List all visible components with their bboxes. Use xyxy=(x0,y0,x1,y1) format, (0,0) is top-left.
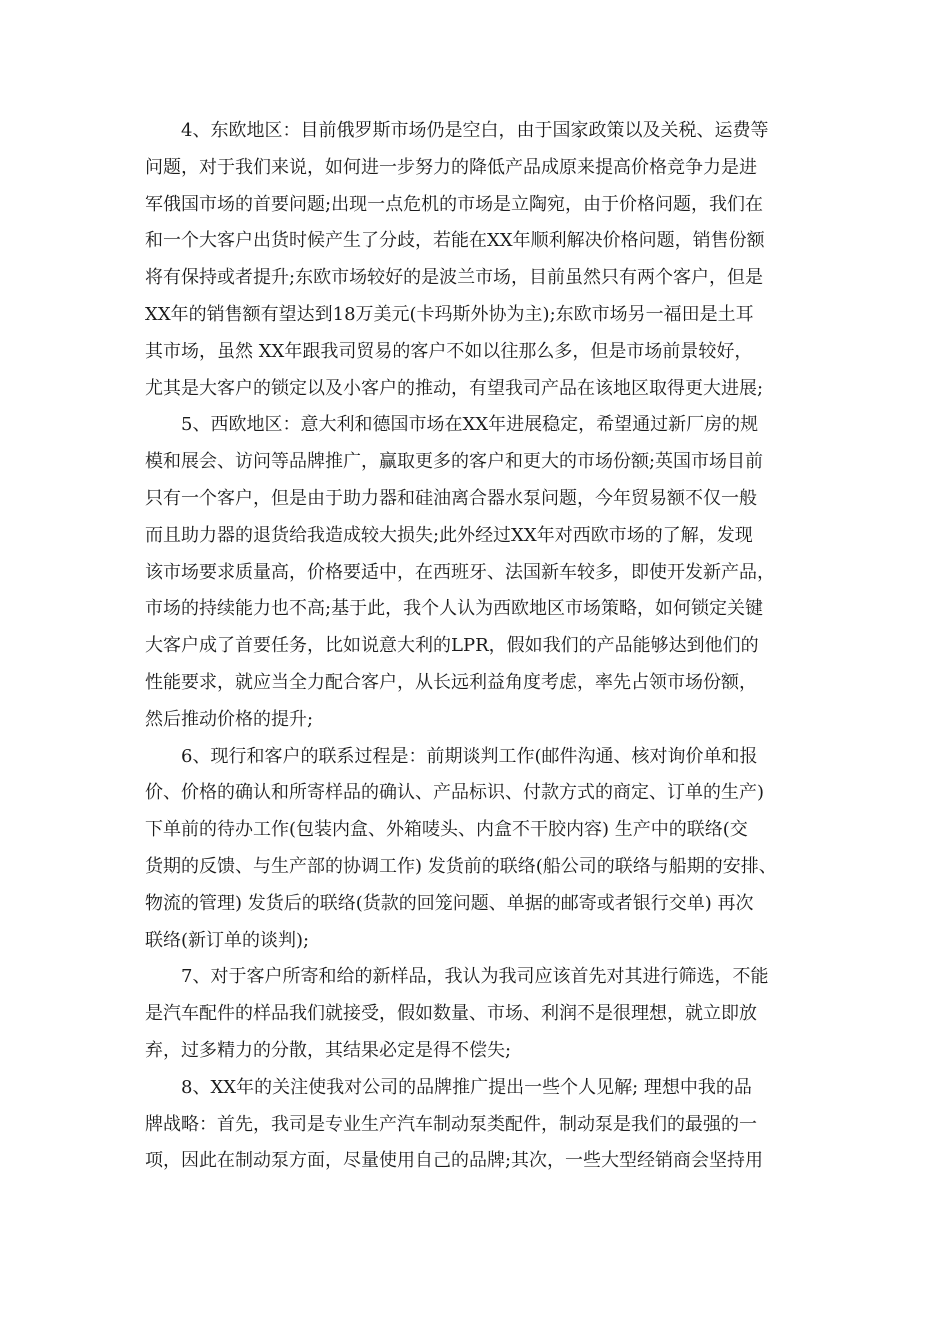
paragraph-7-line-2: 是汽车配件的样品我们就接受，假如数量、市场、利润不是很理想，就立即放 xyxy=(145,1003,757,1025)
paragraph-6-line-4: 货期的反馈、与生产部的协调工作) 发货前的联络(船公司的联络与船期的安排、 xyxy=(145,855,777,877)
paragraph-5-line-7: 大客户成了首要任务，比如说意大利的LPR，假如我们的产品能够达到他们的 xyxy=(145,635,759,657)
paragraph-7-line-3: 弃，过多精力的分散，其结果必定是得不偿失; xyxy=(145,1039,512,1061)
paragraph-8-line-2: 牌战略：首先，我司是专业生产汽车制动泵类配件，制动泵是我们的最强的一 xyxy=(145,1113,757,1135)
paragraph-6-line-3: 下单前的待办工作(包装内盒、外箱唛头、内盒不干胶内容) 生产中的联络(交 xyxy=(145,819,748,841)
paragraph-5-line-1: 5、西欧地区：意大利和德国市场在XX年进展稳定，希望通过新厂房的规 xyxy=(181,414,759,436)
paragraph-6-line-5: 物流的管理) 发货后的联络(货款的回笼问题、单据的邮寄或者银行交单) 再次 xyxy=(145,892,754,914)
document-body xyxy=(145,113,805,1180)
paragraph-4-line-3: 军俄国市场的首要问题;出现一点危机的市场是立陶宛，由于价格问题，我们在 xyxy=(145,193,764,215)
paragraph-5-line-3: 只有一个客户，但是由于助力器和硅油离合器水泵问题，今年贸易额不仅一般 xyxy=(145,487,757,509)
paragraph-5-line-8: 性能要求，就应当全力配合客户，从长远利益角度考虑，率先占领市场份额， xyxy=(145,671,757,693)
paragraph-6-line-2: 价、价格的确认和所寄样品的确认、产品标识、付款方式的商定、订单的生产) xyxy=(145,782,765,804)
paragraph-8-line-3: 项，因此在制动泵方面，尽量使用自己的品牌;其次，一些大型经销商会坚持用 xyxy=(145,1150,764,1172)
paragraph-7-line-1: 7、对于客户所寄和给的新样品，我认为我司应该首先对其进行筛选，不能 xyxy=(181,966,769,988)
paragraph-5-line-6: 市场的持续能力也不高;基于此，我个人认为西欧地区市场策略，如何锁定关键 xyxy=(145,598,764,620)
paragraph-4-line-2: 问题，对于我们来说，如何进一步努力的降低产品成原来提高价格竞争力是进 xyxy=(145,156,757,178)
paragraph-6-line-6: 联络(新订单的谈判); xyxy=(145,929,310,951)
paragraph-4-line-1: 4、东欧地区：目前俄罗斯市场仍是空白，由于国家政策以及关税、运费等 xyxy=(181,120,769,141)
paragraph-4-line-8: 尤其是大客户的锁定以及小客户的推动，有望我司产品在该地区取得更大进展; xyxy=(145,377,764,399)
paragraph-5-line-2: 模和展会、访问等品牌推广，赢取更多的客户和更大的市场份额;英国市场目前 xyxy=(145,451,764,473)
paragraph-4-line-6: XX年的销售额有望达到18万美元(卡玛斯外协为主);东欧市场另一福田是土耳 xyxy=(145,303,754,325)
paragraph-4-line-7: 其市场，虽然 XX年跟我司贸易的客户不如以往那么多，但是市场前景较好， xyxy=(145,340,753,362)
paragraph-5-line-4: 而且助力器的退货给我造成较大损失;此外经过XX年对西欧市场的了解，发现 xyxy=(145,524,753,546)
paragraph-5-line-9: 然后推动价格的提升; xyxy=(145,708,314,730)
paragraph-6-line-1: 6、现行和客户的联系过程是：前期谈判工作(邮件沟通、核对询价单和报 xyxy=(181,745,758,767)
paragraph-5-line-5: 该市场要求质量高，价格要适中，在西班牙、法国新车较多，即使开发新产品， xyxy=(145,561,775,583)
paragraph-8-line-1: 8、XX年的关注使我对公司的品牌推广提出一些个人见解; 理想中我的品 xyxy=(181,1076,752,1098)
paragraph-4-line-5: 将有保持或者提升;东欧市场较好的是波兰市场，目前虽然只有两个客户，但是 xyxy=(145,267,764,289)
paragraph-4-line-4: 和一个大客户出货时候产生了分歧，若能在XX年顺利解决价格问题，销售份额 xyxy=(145,230,765,252)
